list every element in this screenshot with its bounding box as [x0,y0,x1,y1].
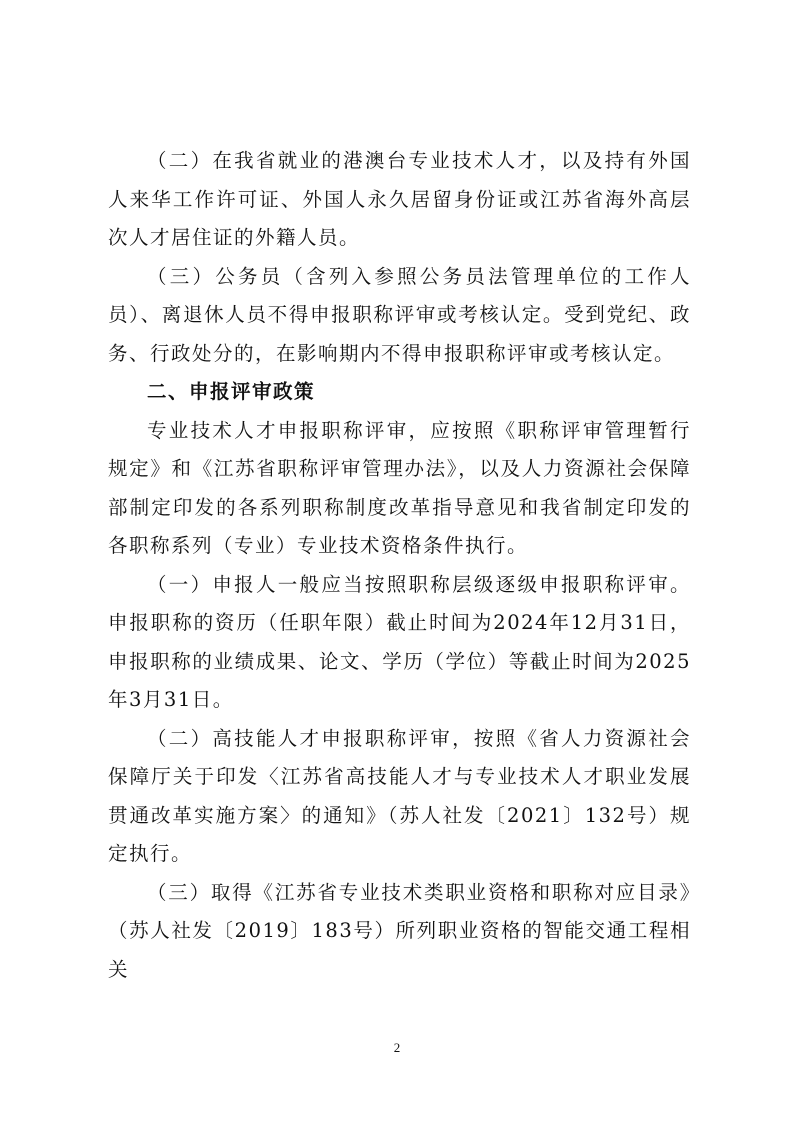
paragraph-deadlines: （一）申报人一般应当按照职称层级逐级申报职称评审。申报职称的资历（任职年限）截止时间为2024年12月31日，申报职称的业绩成果、论文、学历（学位）等截止时间为2025年3月31日。 [108,572,691,711]
paragraph-policy-basis: 专业技术人才申报职称评审，应按照《职称评审管理暂行规定》和《江苏省职称评审管理办法》，以及人力资源社会保障部制定印发的各系列职称制度改革指导意见和我省制定印发的各职称系列（专业）专业技术资格条件执行。 [108,418,691,557]
paragraph-qualification-catalog: （三）取得《江苏省专业技术类职业资格和职称对应目录》（苏人社发〔2019〕183号）所列职业资格的智能交通工程相关 [108,880,691,981]
paragraph-civil-servants: （三）公务员（含列入参照公务员法管理单位的工作人员）、离退休人员不得申报职称评审或考核认定。受到党纪、政务、行政处分的，在影响期内不得申报职称评审或考核认定。 [108,264,691,365]
page-number: 2 [393,1040,401,1055]
paragraph-high-skill-talent: （二）高技能人才申报职称评审，按照《省人力资源社会保障厅关于印发〈江苏省高技能人才与专业技术人才职业发展贯通改革实施方案〉的通知》（苏人社发〔2021〕132号）规定执行。 [108,726,691,865]
paragraph-foreign-talent: （二）在我省就业的港澳台专业技术人才，以及持有外国人来华工作许可证、外国人永久居留身份证或江苏省海外高层次人才居住证的外籍人员。 [108,149,691,249]
section-heading-application-policy: 二、申报评审政策 [147,380,316,403]
document-body [108,142,691,989]
